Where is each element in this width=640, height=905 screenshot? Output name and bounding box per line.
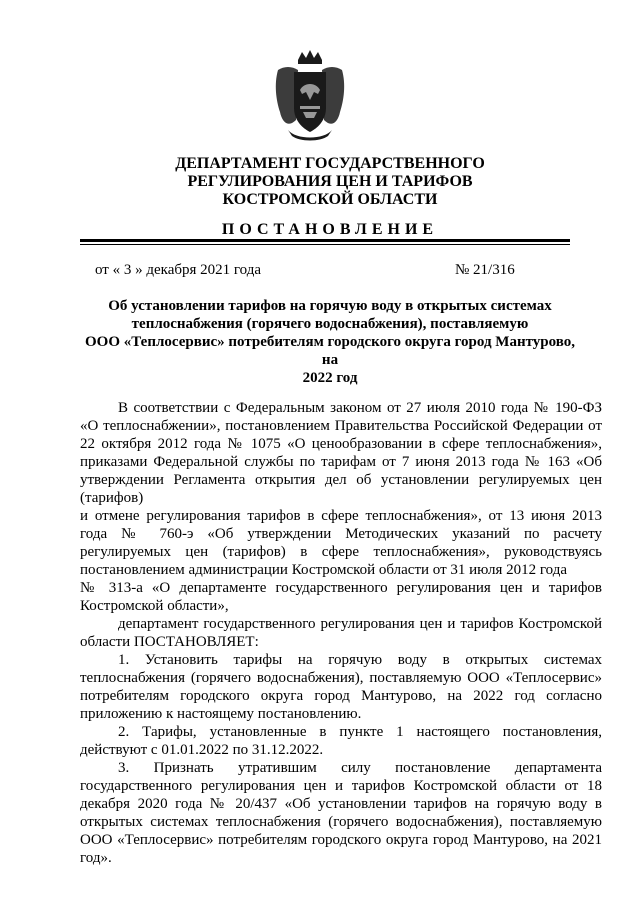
- document-date: от « 3 » декабря 2021 года: [95, 262, 262, 278]
- department-line: ДЕПАРТАМЕНТ ГОСУДАРСТВЕННОГО: [175, 155, 485, 172]
- header-divider-thin: [80, 244, 570, 245]
- body-paragraph: 1. Установить тарифы на горячую воду в открытых системах теплоснабжения (горячего водоснабжения), поставляемую ООО «Теплосервис» потребителям городского округа город Мантурово, на 2022 год согласно приложению к настоящему постановлению.: [80, 652, 602, 722]
- department-line: КОСТРОМСКОЙ ОБЛАСТИ: [222, 191, 438, 208]
- body-paragraph: № 313-а «О департаменте государственного регулирования цен и тарифов Костромской области»,: [80, 580, 602, 614]
- header-divider-thick: [80, 239, 570, 242]
- subject-line: ООО «Теплосервис» потребителям городского округа город Мантурово, на: [84, 334, 575, 368]
- subject-line: 2022 год: [302, 370, 358, 386]
- body-paragraph: 3. Признать утратившим силу постановление департамента государственного регулирования цен и тарифов Костромской области от 18 декабря 2020 года № 20/437 «Об установлении тарифов на горячую воду в открытых системах теплоснабжения (горячего водоснабжения), поставляемую ООО «Теплосервис» потребителям городского округа город Мантурово, на 2021 год».: [80, 760, 602, 866]
- document-subject: [78, 297, 582, 387]
- body-paragraph: 2. Тарифы, установленные в пункте 1 настоящего постановления, действуют с 01.01.2022 по 31.12.2022.: [80, 724, 602, 758]
- document-number: № 21/316: [455, 262, 515, 278]
- document-type: ПОСТАНОВЛЕНИЕ: [221, 221, 439, 238]
- coat-of-arms-icon: [270, 50, 350, 142]
- body-paragraph: В соответствии с Федеральным законом от 27 июля 2010 года № 190-ФЗ «О теплоснабжении», постановлением Правительства Российской Федерации от 22 октября 2012 года № 1075 «О ценообразовании в сфере теплоснабжения», приказами Федеральной службы по тарифам от 7 июня 2013 года № 163 «Об утверждении Регламента открытия дел об установлении регулируемых цен (тарифов): [80, 400, 602, 506]
- body-paragraph: и отмене регулирования тарифов в сфере теплоснабжения», от 13 июня 2013 года № 760-э «Об утверждении Методических указаний по расчету регулируемых цен (тарифов) в сфере теплоснабжения», руководствуясь постановлением администрации Костромской области от 31 июля 2012 года: [80, 508, 602, 578]
- subject-line: теплоснабжения (горячего водоснабжения), поставляемую: [131, 316, 529, 332]
- department-line: РЕГУЛИРОВАНИЯ ЦЕН И ТАРИФОВ: [187, 173, 473, 190]
- body-paragraph: департамент государственного регулирования цен и тарифов Костромской области ПОСТАНОВЛЯЕТ:: [80, 616, 602, 650]
- department-title: [80, 155, 580, 209]
- document-body: [80, 399, 602, 867]
- subject-line: Об установлении тарифов на горячую воду в открытых системах: [108, 298, 552, 314]
